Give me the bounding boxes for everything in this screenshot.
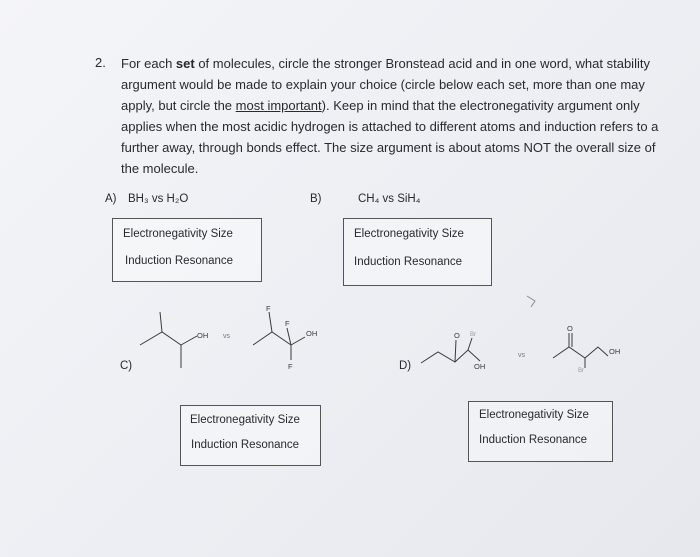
d-left-o-text: O — [454, 331, 460, 340]
skeletal-bond — [291, 337, 305, 345]
skeletal-bond — [140, 332, 181, 368]
skeletal-bond — [181, 336, 197, 345]
part-d-options-box[interactable] — [468, 401, 613, 462]
d-right-oh-text: OH — [609, 347, 621, 356]
question-number: 2. — [95, 55, 106, 70]
option-row-1[interactable]: Electronegativity Size — [354, 228, 464, 240]
part-d-left-molecule — [421, 338, 480, 363]
d-right-x-text: Br — [578, 368, 584, 374]
option-row-1[interactable]: Electronegativity Size — [123, 228, 233, 240]
question-line: applies when the most acidic hydrogen is attached to different atoms and induction refers to a — [121, 119, 659, 134]
stray-pen-mark — [527, 296, 535, 307]
skeletal-bond — [421, 350, 480, 363]
option-row-1[interactable]: Electronegativity Size — [479, 409, 589, 421]
part-b-pair: CH₄ vs SiH₄ — [358, 193, 421, 205]
option-row-2[interactable]: Induction Resonance — [191, 439, 300, 451]
part-c-left-molecule — [140, 312, 197, 368]
question-line: apply, but circle the most important). Keep in mind that the electronegativity argument only — [121, 98, 640, 113]
part-a-label: A) — [105, 193, 117, 205]
d-right-o-text: O — [567, 324, 573, 333]
option-row-1[interactable]: Electronegativity Size — [190, 414, 300, 426]
skeletal-bond — [553, 347, 608, 358]
d-left-x-text: Br — [470, 332, 476, 338]
c-f-top-text: F — [266, 304, 271, 313]
c-vs-text: vs — [223, 333, 230, 340]
c-f-bottom-text: F — [288, 362, 293, 371]
part-a-pair: BH₃ vs H₂O — [128, 193, 189, 205]
c-f-mid-text: F — [285, 319, 290, 328]
d-vs-text: vs — [518, 352, 525, 359]
skeletal-bond — [455, 340, 456, 362]
part-c-right-molecule — [253, 312, 305, 360]
option-row-2[interactable]: Induction Resonance — [125, 255, 234, 267]
skeletal-bond — [468, 338, 472, 350]
part-d-label: D) — [399, 360, 412, 372]
skeletal-bond — [160, 312, 162, 332]
question-line: the molecule. — [121, 161, 199, 176]
option-row-2[interactable]: Induction Resonance — [354, 256, 463, 268]
part-b-label: B) — [310, 193, 322, 205]
d-left-oh-text: OH — [474, 362, 486, 371]
question-line: For each set of molecules, circle the stronger Bronstead acid and in one word, what stability — [121, 56, 650, 71]
part-c-label: C) — [120, 360, 133, 372]
option-row-2[interactable]: Induction Resonance — [479, 434, 588, 446]
part-c-options-box[interactable] — [180, 405, 321, 466]
question-line: further away, through bonds effect. The size argument is about atoms NOT the overall size of — [121, 140, 656, 155]
underlined-phrase: most important — [235, 98, 322, 113]
question-line: argument would be made to explain your choice (circle below each set, more than one may — [121, 77, 645, 92]
skeletal-bond — [253, 332, 291, 345]
part-d-right-molecule — [553, 333, 608, 368]
c-right-oh-text: OH — [306, 329, 318, 338]
c-left-oh-text: OH — [197, 331, 209, 340]
skeletal-bond — [269, 312, 272, 332]
